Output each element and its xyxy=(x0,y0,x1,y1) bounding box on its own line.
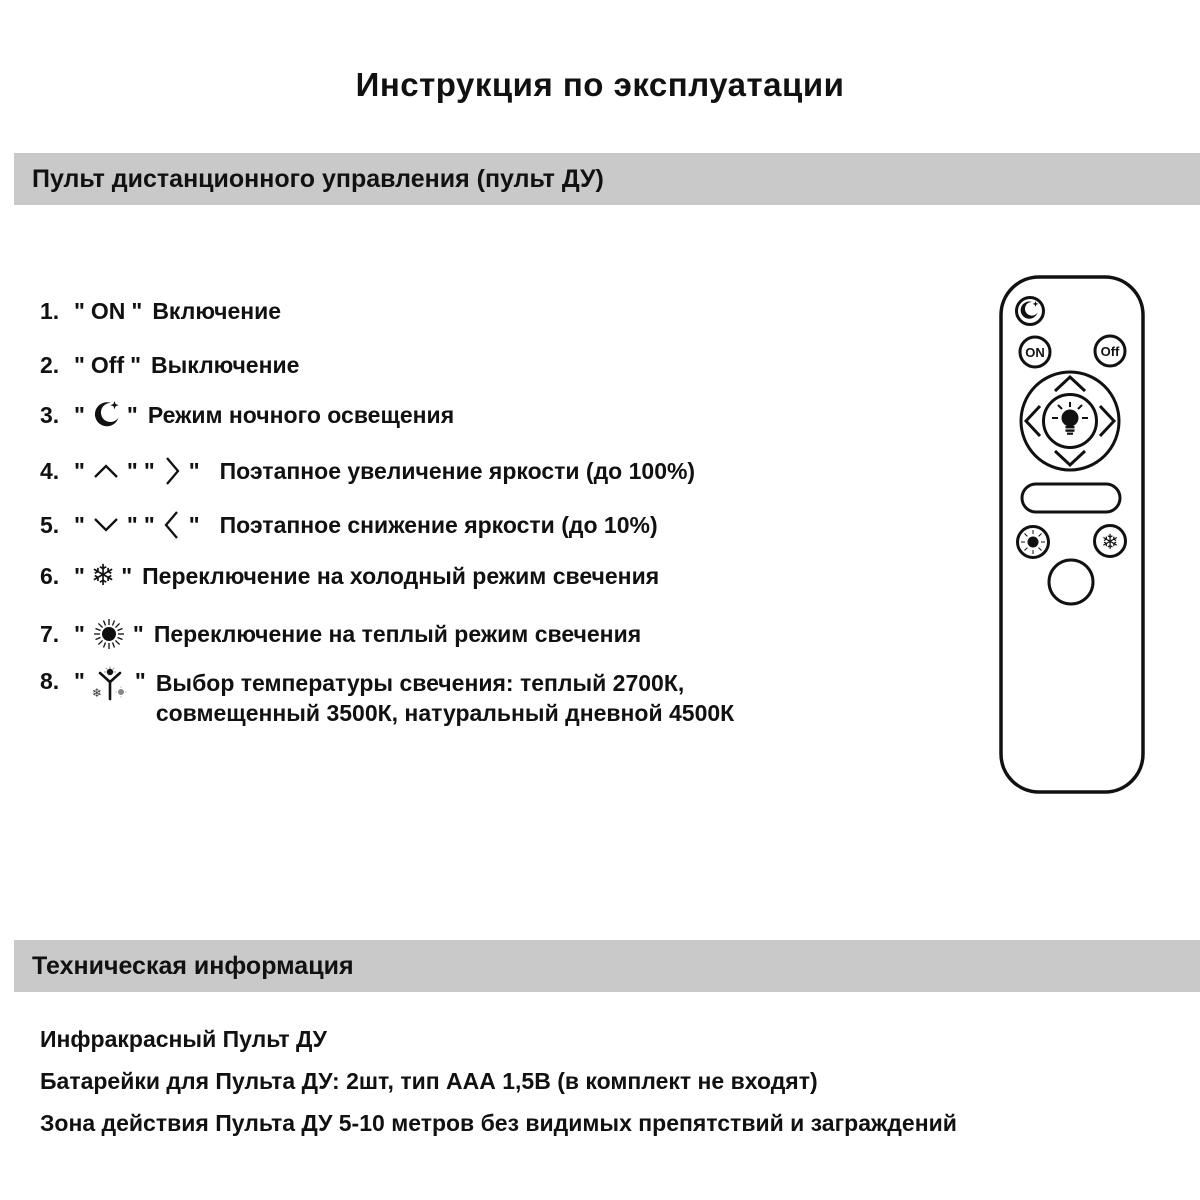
svg-text:ON: ON xyxy=(1025,345,1045,360)
quote-mark: " xyxy=(74,298,85,324)
item-description: Выключение xyxy=(151,352,300,378)
quote-mark: " xyxy=(74,563,85,589)
item-description: Режим ночного освещения xyxy=(147,401,455,428)
item-description: Поэтапное снижение яркости (до 10%) xyxy=(219,511,658,538)
tech-info-line: Инфракрасный Пульт ДУ xyxy=(40,1026,327,1052)
item-number: 2. xyxy=(40,352,60,378)
item-description-line2: совмещенный 3500К, натуральный дневной 4500К xyxy=(155,700,735,726)
list-item-on xyxy=(40,298,281,325)
item-description-line1: Выбор температуры свечения: теплый 2700К, xyxy=(155,670,685,696)
moon-icon xyxy=(91,400,121,430)
quote-mark: " xyxy=(126,457,138,484)
quote-mark: " xyxy=(130,352,142,378)
quote-mark: " xyxy=(132,620,144,647)
item-description: Поэтапное увеличение яркости (до 100%) xyxy=(219,457,696,484)
list-item-brightness-up xyxy=(40,454,695,488)
remote-cold-button xyxy=(1095,526,1126,557)
item-number: 5. xyxy=(40,511,60,538)
snowflake-icon: ❄ xyxy=(90,560,116,592)
quote-mark: " xyxy=(188,457,200,484)
item-number: 7. xyxy=(40,620,60,647)
item-description: Включение xyxy=(152,298,282,324)
item-number: 8. xyxy=(40,668,60,694)
remote-pill-button xyxy=(1022,484,1120,512)
remote-illustration xyxy=(993,272,1153,802)
remote-moon-button xyxy=(1017,298,1044,325)
svg-text:Off: Off xyxy=(1100,344,1120,359)
list-item-brightness-down xyxy=(40,508,658,542)
chevron-up-icon xyxy=(91,459,121,483)
section-header-remote-label: Пульт дистанционного управления (пульт ДУ) xyxy=(32,164,604,193)
chevron-left-icon xyxy=(161,508,183,542)
page-title: Инструкция по эксплуатации xyxy=(355,66,845,103)
svg-text:❄: ❄ xyxy=(1101,530,1119,554)
quote-mark: " xyxy=(121,563,133,589)
list-item-night-mode xyxy=(40,400,454,430)
remote-bottom-button xyxy=(1049,560,1093,604)
remote-off-button xyxy=(1095,336,1125,366)
list-item-warm-mode xyxy=(40,616,641,652)
item-number: 4. xyxy=(40,457,60,484)
list-item-cold-mode xyxy=(40,562,659,591)
item-number: 3. xyxy=(40,401,60,428)
item-number: 6. xyxy=(40,563,60,589)
quote-mark: " xyxy=(74,511,85,538)
quote-mark: " xyxy=(126,401,138,428)
svg-text:❄: ❄ xyxy=(91,686,102,700)
chevron-right-icon xyxy=(161,454,183,488)
tech-info-line: Батарейки для Пульта ДУ: 2шт, тип ААА 1,5В (в комплект не входят) xyxy=(40,1068,818,1094)
section-header-remote xyxy=(14,153,1200,205)
tech-info-line: Зона действия Пульта ДУ 5-10 метров без видимых препятствий и заграждений xyxy=(40,1110,957,1136)
quote-mark: " xyxy=(188,511,200,538)
item-number: 1. xyxy=(40,298,60,324)
quote-mark: " xyxy=(143,457,155,484)
quote-mark: " xyxy=(74,401,85,428)
on-key-label: ON xyxy=(90,298,126,324)
item-description: Переключение на холодный режим свечения xyxy=(142,563,660,589)
quote-mark: " xyxy=(143,511,155,538)
chevron-down-icon xyxy=(91,513,121,537)
quote-mark: " xyxy=(74,668,85,694)
temp-select-icon xyxy=(91,666,129,704)
section-header-tech xyxy=(14,940,1200,992)
quote-mark: " xyxy=(126,511,138,538)
quote-mark: " xyxy=(74,620,85,647)
remote-warm-button xyxy=(1018,527,1049,558)
quote-mark: " xyxy=(74,352,85,378)
remote-dpad xyxy=(1021,372,1119,470)
quote-mark: " xyxy=(131,298,143,324)
item-description xyxy=(156,668,734,728)
remote-on-button xyxy=(1020,337,1050,367)
quote-mark: " xyxy=(134,668,146,694)
list-item-temp-select xyxy=(40,668,734,728)
item-description: Переключение на теплый режим свечения xyxy=(153,620,642,647)
off-key-label: Off xyxy=(90,352,125,378)
warm-sun-icon xyxy=(91,616,127,652)
section-header-tech-label: Техническая информация xyxy=(32,951,354,980)
list-item-off xyxy=(40,352,299,379)
quote-mark: " xyxy=(74,457,85,484)
